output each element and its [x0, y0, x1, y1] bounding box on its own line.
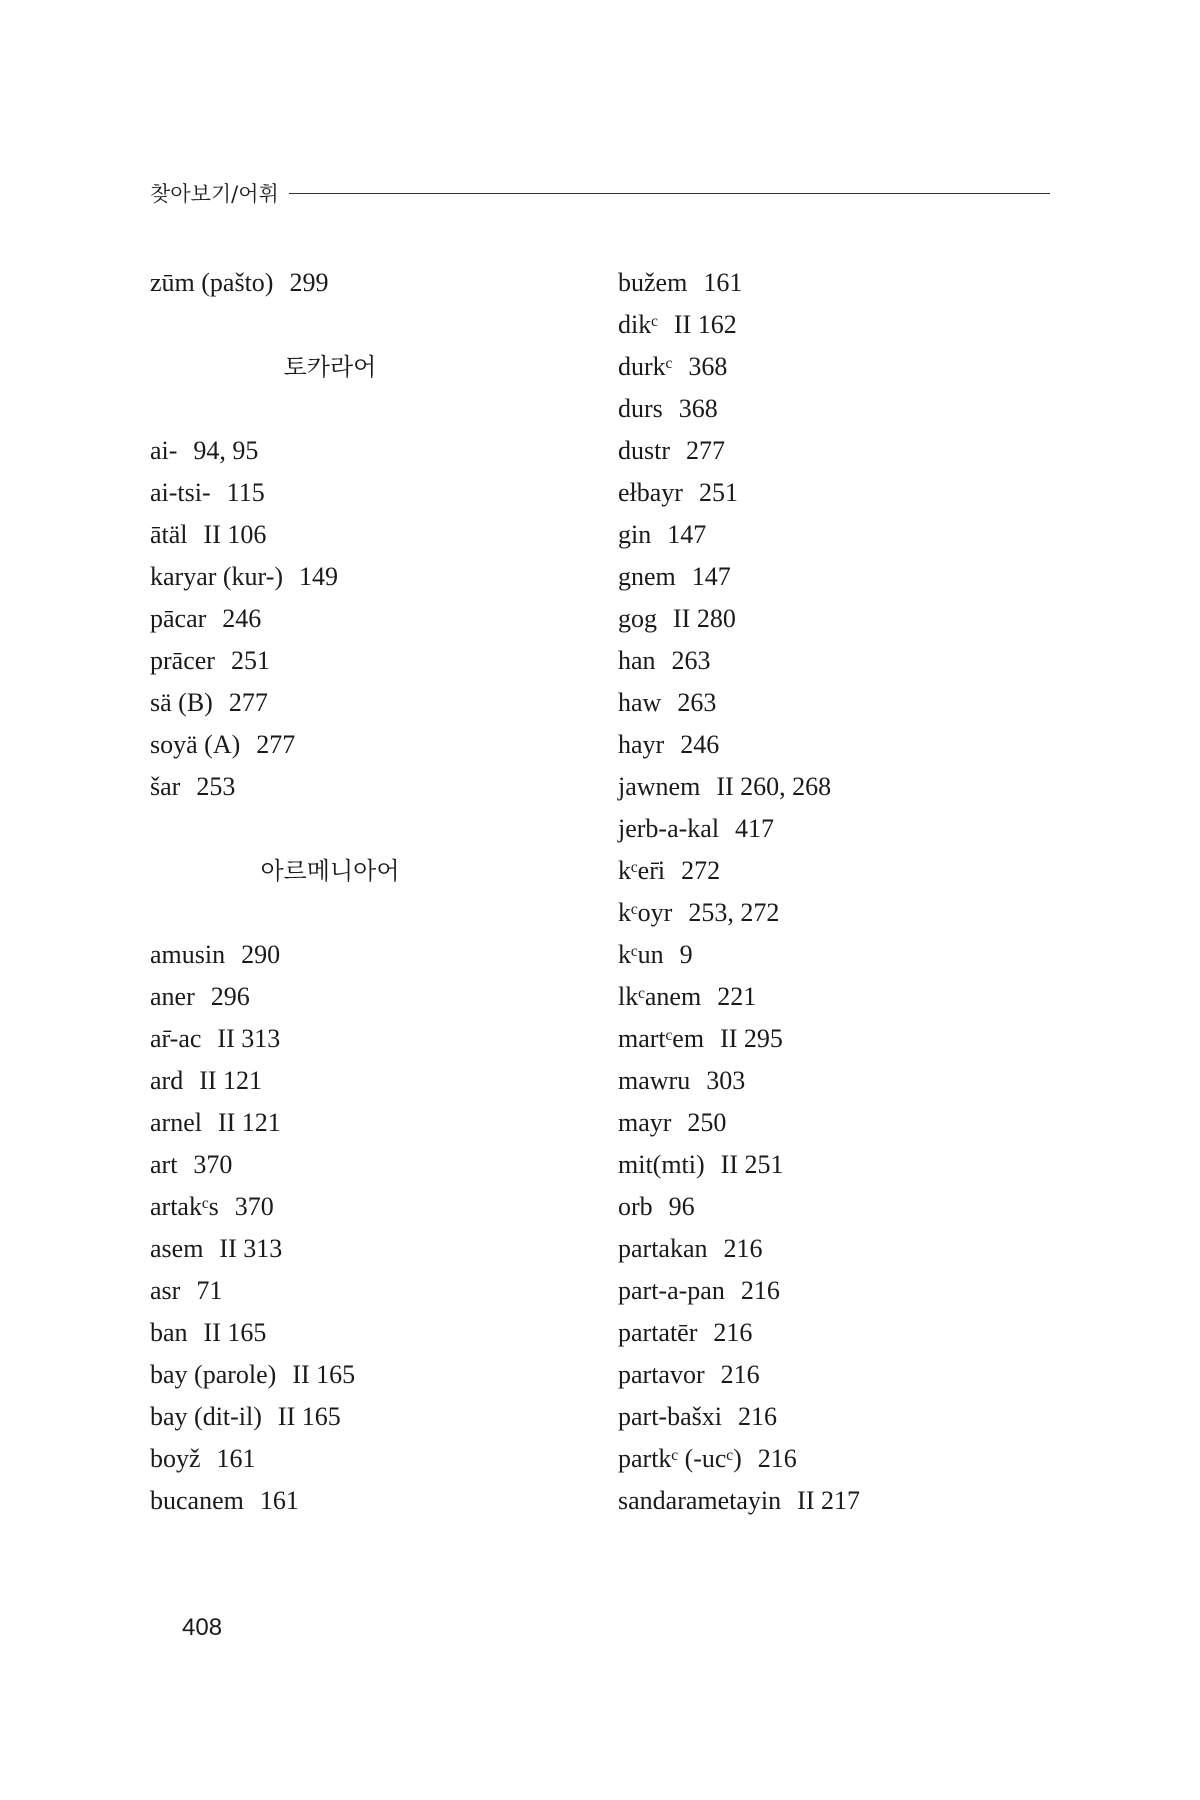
- index-term: prācer: [150, 646, 215, 675]
- index-term: hayr: [618, 730, 665, 759]
- page-reference: 251: [698, 478, 738, 507]
- page-reference: 216: [713, 1318, 753, 1347]
- index-term: jawnem: [618, 772, 701, 801]
- index-entry: [150, 1186, 590, 1228]
- index-entry: [150, 682, 590, 724]
- index-entry: [618, 1018, 1058, 1060]
- index-term: bay (parole): [150, 1360, 277, 1389]
- page-reference: 296: [210, 982, 250, 1011]
- page-reference: 216: [737, 1402, 777, 1431]
- index-term: kᶜun: [618, 940, 664, 969]
- index-term: part-bašxi: [618, 1402, 722, 1431]
- index-entry: [618, 556, 1058, 598]
- index-entry: [618, 1354, 1058, 1396]
- index-entry: [150, 262, 590, 304]
- index-entry: [150, 430, 590, 472]
- index-entry: [150, 556, 590, 598]
- index-term: partavor: [618, 1360, 705, 1389]
- index-entry: [618, 766, 1058, 808]
- page-reference: 272: [681, 856, 721, 885]
- left-column: [150, 262, 590, 1522]
- page-reference: II 121: [199, 1066, 263, 1095]
- index-term: han: [618, 646, 656, 675]
- page-reference: 9: [679, 940, 693, 969]
- index-entry: [150, 976, 590, 1018]
- page-reference: 263: [671, 646, 711, 675]
- index-term: gnem: [618, 562, 676, 591]
- page-reference: 303: [706, 1066, 746, 1095]
- index-entry: [150, 1312, 590, 1354]
- page-reference: 96: [668, 1192, 695, 1221]
- index-term: partakan: [618, 1234, 708, 1263]
- index-term: dikᶜ: [618, 310, 658, 339]
- page-reference: II 106: [203, 520, 267, 549]
- index-term: part-a-pan: [618, 1276, 725, 1305]
- index-term: amusin: [150, 940, 226, 969]
- index-entry: [618, 262, 1058, 304]
- page-reference: 277: [256, 730, 296, 759]
- index-term: ełbayr: [618, 478, 683, 507]
- page-reference: 94, 95: [193, 436, 259, 465]
- index-entry: [150, 472, 590, 514]
- page-reference: 368: [688, 352, 728, 381]
- index-entry: [150, 1102, 590, 1144]
- index-term: partkᶜ (-ucᶜ): [618, 1444, 742, 1473]
- page-reference: II 280: [673, 604, 736, 633]
- index-entry: [150, 514, 590, 556]
- index-entry: [618, 1396, 1058, 1438]
- index-term: bucanem: [150, 1486, 244, 1515]
- section-spacer: [150, 304, 590, 346]
- page-reference: II 217: [797, 1486, 860, 1515]
- index-entry: [150, 934, 590, 976]
- index-entry: [150, 1270, 590, 1312]
- page-reference: II 165: [203, 1318, 267, 1347]
- index-term: ai-tsi-: [150, 478, 211, 507]
- index-entry: [150, 1438, 590, 1480]
- index-term: šar: [150, 772, 181, 801]
- page-reference: 253, 272: [688, 898, 780, 927]
- index-term: durs: [618, 394, 663, 423]
- page-reference: 277: [686, 436, 725, 465]
- index-term: partatēr: [618, 1318, 698, 1347]
- page-number: 408: [182, 1614, 223, 1641]
- section-heading: 아르메니아어: [260, 857, 400, 885]
- index-entry: [618, 934, 1058, 976]
- index-entry: [150, 598, 590, 640]
- page-reference: II 260, 268: [716, 772, 832, 801]
- index-term: ātäl: [150, 520, 188, 549]
- index-term: mit(mti): [618, 1150, 705, 1179]
- index-term: ai-: [150, 436, 178, 465]
- right-column: [618, 262, 1058, 1522]
- index-entry: [618, 640, 1058, 682]
- index-entry: [618, 1102, 1058, 1144]
- page-reference: 370: [234, 1192, 274, 1221]
- page-reference: 147: [667, 520, 707, 549]
- index-term: aner: [150, 982, 195, 1011]
- index-entry: [618, 1186, 1058, 1228]
- index-term: asr: [150, 1276, 181, 1305]
- page-reference: 299: [289, 268, 329, 297]
- running-head: [150, 178, 1050, 208]
- page-reference: II 121: [217, 1108, 281, 1137]
- page-reference: 149: [299, 562, 339, 591]
- index-term: gog: [618, 604, 657, 633]
- index-entry: [150, 1060, 590, 1102]
- page-reference: 161: [703, 268, 743, 297]
- index-entry: [618, 598, 1058, 640]
- page-reference: 216: [720, 1360, 760, 1389]
- index-entry: [618, 1270, 1058, 1312]
- section-spacer: [150, 388, 590, 430]
- index-term: mayr: [618, 1108, 672, 1137]
- page-reference: 263: [677, 688, 717, 717]
- index-entry: [618, 346, 1058, 388]
- index-entry: [618, 850, 1058, 892]
- page-reference: II 295: [720, 1024, 783, 1053]
- index-term: dustr: [618, 436, 670, 465]
- index-term: arnel: [150, 1108, 202, 1137]
- page-reference: 370: [193, 1150, 233, 1179]
- index-entry: [618, 808, 1058, 850]
- page-reference: II 313: [219, 1234, 283, 1263]
- page-reference: 251: [230, 646, 270, 675]
- index-entry: [618, 430, 1058, 472]
- page-reference: 246: [680, 730, 720, 759]
- index-entry: [150, 1228, 590, 1270]
- index-term: haw: [618, 688, 662, 717]
- index-entry: [150, 1018, 590, 1060]
- index-term: durkᶜ: [618, 352, 673, 381]
- page-reference: II 162: [673, 310, 737, 339]
- page-reference: II 313: [217, 1024, 281, 1053]
- page-reference: 417: [735, 814, 775, 843]
- index-entry: [150, 724, 590, 766]
- index-term: martᶜem: [618, 1024, 705, 1053]
- index-term: sandarametayin: [618, 1486, 782, 1515]
- index-entry: [150, 1354, 590, 1396]
- page-reference: 368: [678, 394, 718, 423]
- index-entry: [618, 472, 1058, 514]
- index-entry: [618, 1438, 1058, 1480]
- index-entry: [618, 892, 1058, 934]
- page-reference: 216: [757, 1444, 797, 1473]
- index-term: mawru: [618, 1066, 691, 1095]
- page-reference: II 165: [277, 1402, 341, 1431]
- index-term: artakᶜs: [150, 1192, 219, 1221]
- page-reference: 71: [196, 1276, 223, 1305]
- index-term: bay (dit-il): [150, 1402, 262, 1431]
- index-entry: [618, 388, 1058, 430]
- page-reference: 216: [740, 1276, 780, 1305]
- index-entry: [618, 1480, 1058, 1522]
- page-reference: 161: [259, 1486, 299, 1515]
- page-reference: 115: [226, 478, 265, 507]
- page-reference: 216: [723, 1234, 763, 1263]
- index-entry: [618, 514, 1058, 556]
- index-entry: [618, 1060, 1058, 1102]
- index-entry: [150, 640, 590, 682]
- index-term: sä (B): [150, 688, 213, 717]
- section-spacer: [150, 808, 590, 850]
- index-entry: [618, 304, 1058, 346]
- page-reference: 246: [222, 604, 262, 633]
- index-entry: [150, 1396, 590, 1438]
- index-entry: [150, 1480, 590, 1522]
- page-reference: 147: [691, 562, 731, 591]
- index-entry: [150, 766, 590, 808]
- section-spacer: [150, 892, 590, 934]
- page-reference: 250: [687, 1108, 727, 1137]
- header-rule: [289, 193, 1050, 194]
- index-entry: [150, 1144, 590, 1186]
- index-term: bužem: [618, 268, 688, 297]
- index-term: art: [150, 1150, 178, 1179]
- index-entry: [618, 724, 1058, 766]
- index-term: karyar (kur-): [150, 562, 284, 591]
- index-entry: [618, 976, 1058, 1018]
- index-entry: [618, 1144, 1058, 1186]
- index-term: ard: [150, 1066, 184, 1095]
- running-head-title: 찾아보기/어휘: [150, 182, 279, 206]
- page-reference: 221: [717, 982, 757, 1011]
- index-term: pācar: [150, 604, 207, 633]
- index-term: gin: [618, 520, 652, 549]
- page-reference: 277: [228, 688, 268, 717]
- index-term: kᶜoyr: [618, 898, 673, 927]
- section-heading: 토카라어: [283, 353, 377, 381]
- index-entry: [618, 682, 1058, 724]
- index-term: jerb-a-kal: [618, 814, 720, 843]
- page-reference: 253: [196, 772, 236, 801]
- index-term: zūm (pašto): [150, 268, 274, 297]
- index-term: ar̄-ac: [150, 1024, 202, 1053]
- index-term: kᶜer̄i: [618, 856, 666, 885]
- index-entry: [618, 1228, 1058, 1270]
- index-term: lkᶜanem: [618, 982, 702, 1011]
- page-reference: II 165: [292, 1360, 356, 1389]
- page-reference: II 251: [720, 1150, 784, 1179]
- index-term: boyž: [150, 1444, 201, 1473]
- index-term: ban: [150, 1318, 188, 1347]
- index-term: soyä (A): [150, 730, 241, 759]
- index-entry: [618, 1312, 1058, 1354]
- index-term: asem: [150, 1234, 204, 1263]
- index-term: orb: [618, 1192, 653, 1221]
- page-reference: 161: [216, 1444, 256, 1473]
- page-reference: 290: [241, 940, 281, 969]
